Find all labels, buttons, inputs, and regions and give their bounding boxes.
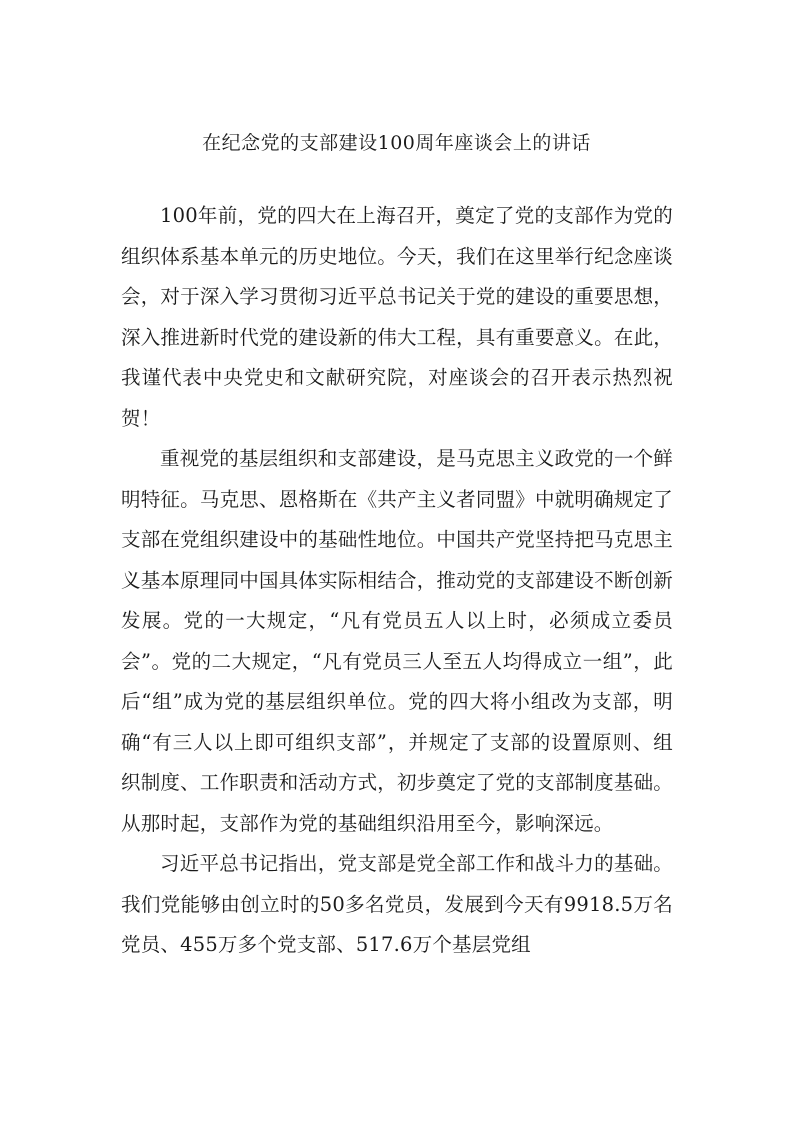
paragraph: 100年前，党的四大在上海召开，奠定了党的支部作为党的组织体系基本单元的历史地位。今天，我们在这里举行纪念座谈会，对于深入学习贯彻习近平总书记关于党的建设的重要思想，深入推进新时代党的建设新的伟大工程，具有重要意义。在此，我谨代表中央党史和文献研究院，对座谈会的召开表示热烈祝贺！ [121,204,673,430]
document-body [121,196,673,966]
document-title: 在纪念党的支部建设100周年座谈会上的讲话 [202,132,591,154]
paragraph: 习近平总书记指出，党支部是党全部工作和战斗力的基础。我们党能够由创立时的50多名党员，发展到今天有9918.5万名党员、455万多个党支部、517.6万个基层党组 [121,852,673,956]
paragraph: 重视党的基层组织和支部建设，是马克思主义政党的一个鲜明特征。马克思、恩格斯在《共产主义者同盟》中就明确规定了支部在党组织建设中的基础性地位。中国共产党坚持把马克思主义基本原理同中国具体实际相结合，推动党的支部建设不断创新发展。党的一大规定，“凡有党员五人以上时，必须成立委员会”。党的二大规定，“凡有党员三人至五人均得成立一组”，此后“组”成为党的基层组织单位。党的四大将小组改为支部，明确“有三人以上即可组织支部”，并规定了支部的设置原则、组织制度、工作职责和活动方式，初步奠定了党的支部制度基础。从那时起，支部作为党的基础组织沿用至今，影响深远。 [121,447,673,835]
